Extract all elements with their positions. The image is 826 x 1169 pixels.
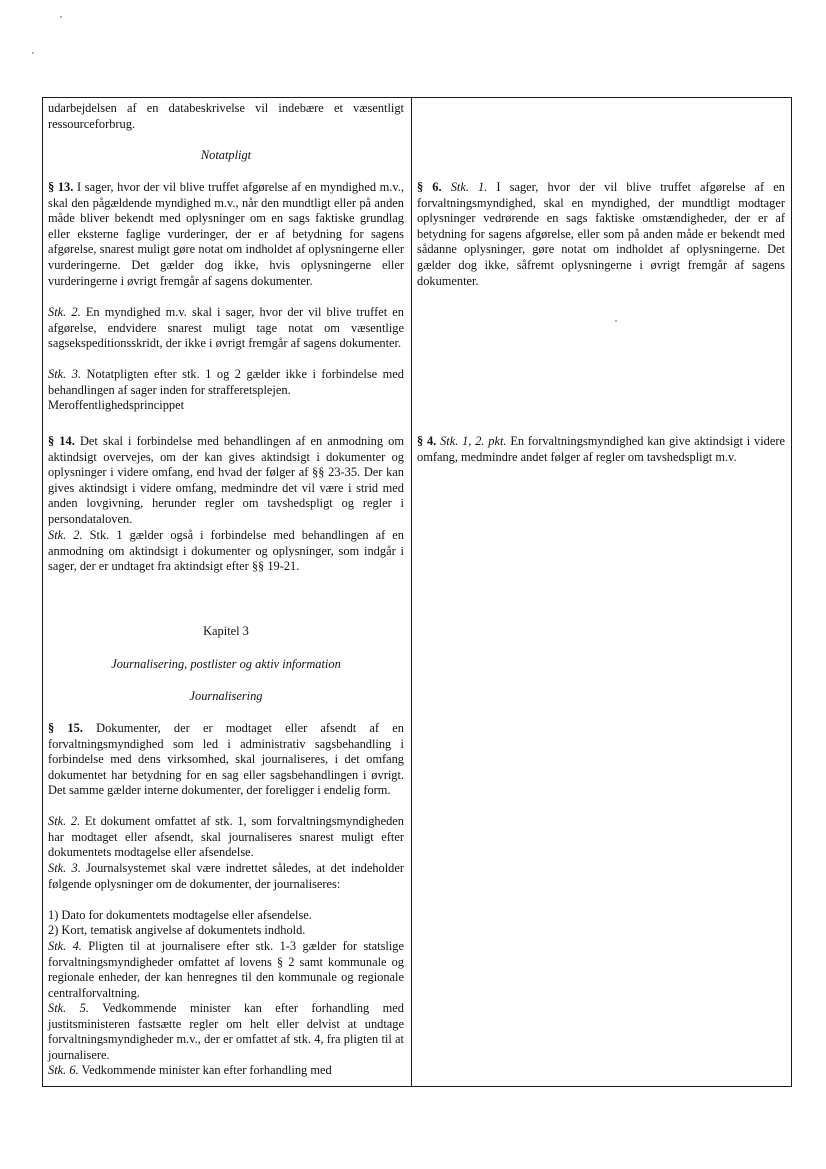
- section-13-number: § 13.: [48, 180, 74, 194]
- scan-speck: [32, 52, 34, 54]
- section-13-stk2-label: Stk. 2.: [48, 305, 81, 319]
- section-15-list-item-2: 2) Kort, tematisk angivelse af dokumentets indhold.: [48, 923, 306, 937]
- section-15-number: § 15.: [48, 721, 83, 735]
- meroffentlighed-heading: Meroffentlighedsprincippet: [48, 398, 185, 412]
- section-14-text: Det skal i forbindelse med behandlingen af en anmodning om aktindsigt overvejes, om der kan gives aktindsigt i dokumenter og oplysninger i videre omfang, end hvad der følger af §§ 23-35. Der kan gives aktindsigt i videre omfang, medmindre det vil være i strid med anden lovgivning, herunder regler om tavshedspligt og regler i persondataloven.: [48, 434, 405, 526]
- section-15-stk3-text: Journalsystemet skal være indrettet således, at det indeholder følgende oplysninger om de dokumenter, der journaliseres:: [48, 861, 404, 891]
- section-14-number: § 14.: [48, 434, 75, 448]
- section-4-text: En forvaltningsmyndighed kan give aktindsigt i videre omfang, medmindre andet følger af regler om tavshedspligt m.v.: [417, 434, 785, 464]
- section-6-text: I sager, hvor der vil blive truffet afgørelse af en forvaltningsmyndighed, skal en myndighed, der mundtligt modtager oplysninger vedrørende en sags faktiske omstændigheder, der er af betydning for sagens afgørelse, eller som på anden måde er bekendt med sådanne oplysninger, gøre notat om indholdet af oplysningerne. Det gælder dog ikke, såfremt oplysningerne i øvrigt fremgår af sagens dokumenter.: [417, 180, 785, 288]
- section-15-stk4-label: Stk. 4.: [48, 939, 82, 953]
- section-15-stk2-label: Stk. 2.: [48, 814, 81, 828]
- comparison-table: [42, 97, 792, 1087]
- chapter-subtitle: Journalisering, postlister og aktiv information: [111, 657, 341, 671]
- section-15-text: Dokumenter, der er modtaget eller afsendt af en forvaltningsmyndighed som led i administrativ sagsbehandling i forbindelse med dens virksomhed, skal journaliseres, i det omfang dokumentet har betydning for en sag eller sagsbehandlingen i øvrigt. Det samme gælder interne dokumenter, der foreligger i endelig form.: [48, 721, 404, 798]
- section-13-stk3-text: Notatpligten efter stk. 1 og 2 gælder ikke i forbindelse med behandlingen af sager inden for strafferetsplejen.: [48, 367, 404, 397]
- section-15-stk3-label: Stk. 3.: [48, 861, 81, 875]
- scan-speck: [60, 16, 62, 18]
- chapter-title: Kapitel 3: [203, 624, 249, 638]
- intro-paragraph: udarbejdelsen af en databeskrivelse vil indebære et væsentligt ressourceforbrug.: [48, 101, 404, 131]
- section-15-stk5-text: Vedkommende minister kan efter forhandling med justitsministeren fastsætte regler om helt eller delvist at undtage forvaltningsmyndigheder m.v., der er omfattet af stk. 4, fra pligten til at journalisere.: [48, 1001, 404, 1062]
- heading-notatpligt: Notatpligt: [200, 148, 252, 162]
- section-14-stk2-text: Stk. 1 gælder også i forbindelse med behandlingen af en anmodning om aktindsigt i dokumenter og oplysninger, som indgår i sager, der er undtaget fra aktindsigt efter §§ 19-21.: [48, 528, 404, 574]
- section-6-label: Stk. 1.: [450, 180, 488, 194]
- heading-journalisering: Journalisering: [189, 689, 263, 703]
- column-divider: [411, 98, 412, 1086]
- section-13-text: I sager, hvor der vil blive truffet afgørelse af en myndighed m.v., skal den pågældende myndighed m.v., når den mundtligt eller på anden måde bliver bekendt med oplysninger om en sags faktiske grundlag eller eksterne faglige vurderinger, der er af betydning for sagens afgørelse, snarest muligt gøre notat om indholdet af oplysningerne eller vurderingerne. Det gælder dog ikke, hvis oplysningerne eller vurderingerne i øvrigt fremgår af sagens dokumenter.: [48, 180, 404, 288]
- section-6-number: § 6.: [417, 180, 442, 194]
- section-15-stk5-label: Stk. 5.: [48, 1001, 89, 1015]
- section-15-stk6-text: Vedkommende minister kan efter forhandling med: [81, 1063, 332, 1077]
- section-15-stk6-label: Stk. 6.: [48, 1063, 79, 1077]
- section-15-list-item-1: 1) Dato for dokumentets modtagelse eller afsendelse.: [48, 908, 312, 922]
- section-4-number: § 4.: [417, 434, 437, 448]
- scan-speck: [615, 320, 617, 322]
- section-13-stk3-label: Stk. 3.: [48, 367, 82, 381]
- section-13-stk2-text: En myndighed m.v. skal i sager, hvor der vil blive truffet en afgørelse, endvidere snarest muligt tage notat om væsentlige sagsekspeditionsskridt, der ikke i øvrigt fremgår af sagens dokumenter.: [48, 305, 404, 351]
- section-15-stk4-text: Pligten til at journalisere efter stk. 1-3 gælder for statslige forvaltningsmyndigheder omfattet af lovens § 2 samt kommunale og regionale enheder, der kan henregnes til den kommunale og regionale centralforvaltning.: [48, 939, 404, 1000]
- section-14-stk2-label: Stk. 2.: [48, 528, 83, 542]
- section-4-label: Stk. 1, 2. pkt.: [440, 434, 507, 448]
- section-15-stk2-text: Et dokument omfattet af stk. 1, som forvaltningsmyndigheden har modtaget eller afsendt, skal journaliseres snarest muligt efter dokumentets modtagelse eller afsendelse.: [48, 814, 404, 860]
